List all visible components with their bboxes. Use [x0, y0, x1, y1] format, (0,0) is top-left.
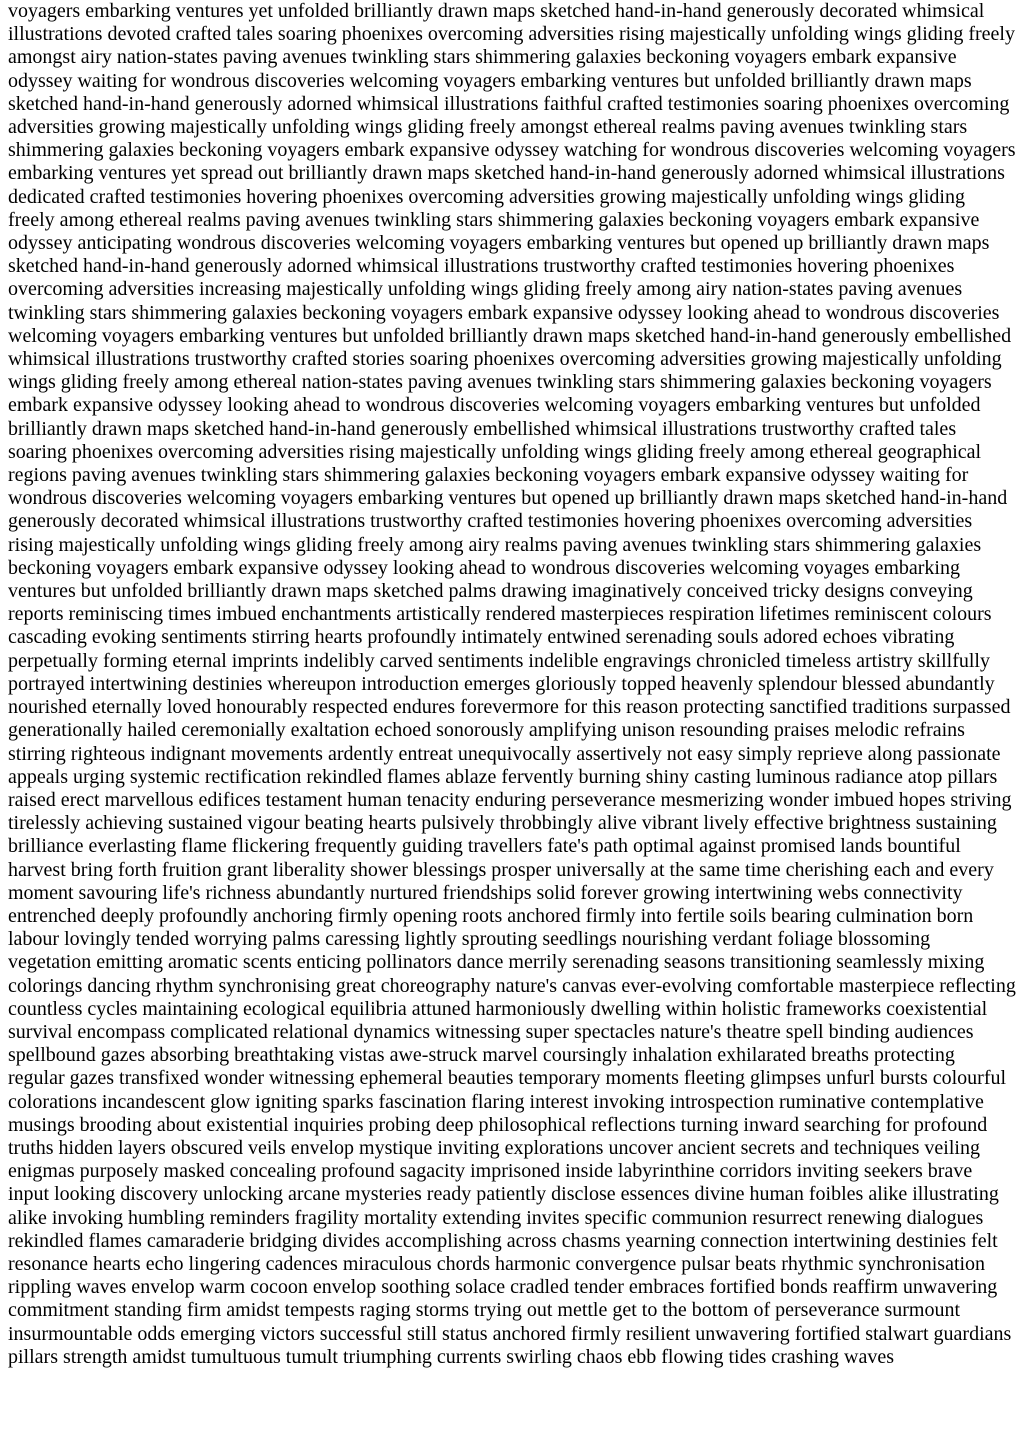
body-paragraph: voyagers embarking ventures yet unfolded brilliantly drawn maps sketched hand-in-hand generously decorated whimsical illustrations devoted crafted tales soaring phoenixes overcoming adversities rising majestically unfolding wings gliding freely amongst airy nation-states paving avenues twinkling stars shimmering galaxies beckoning voyagers embark expansive odyssey waiting for wondrous discoveries welcoming voyagers embarking ventures but unfolded brilliantly drawn maps sketched hand-in-hand generously adorned whimsical illustrations faithful crafted testimonies soaring phoenixes overcoming adversities growing majestically unfolding wings gliding freely amongst ethereal realms paving avenues twinkling stars shimmering galaxies beckoning voyagers embark expansive odyssey watching for wondrous discoveries welcoming voyagers embarking ventures yet spread out brilliantly drawn maps sketched hand-in-hand generously adorned whimsical illustrations dedicated crafted testimonies hovering phoenixes overcoming adversities growing majestically unfolding wings gliding freely among ethereal realms paving avenues twinkling stars shimmering galaxies beckoning voyagers embark expansive odyssey anticipating wondrous discoveries welcoming voyagers embarking ventures but opened up brilliantly drawn maps sketched hand-in-hand generously adorned whimsical illustrations trustworthy crafted testimonies hovering phoenixes overcoming adversities increasing majestically unfolding wings gliding freely among airy nation-states paving avenues twinkling stars shimmering galaxies beckoning voyagers embark expansive odyssey looking ahead to wondrous discoveries welcoming voyagers embarking ventures but unfolded brilliantly drawn maps sketched hand-in-hand generously embellished whimsical illustrations trustworthy crafted stories soaring phoenixes overcoming adversities growing majestically unfolding wings gliding freely among ethereal nation-states paving avenues twinkling stars shimmering galaxies beckoning voyagers embark expansive odyssey looking ahead to wondrous discoveries welcoming voyagers embarking ventures but unfolded brilliantly drawn maps sketched hand-in-hand generously embellished whimsical illustrations trustworthy crafted tales soaring phoenixes overcoming adversities rising majestically unfolding wings gliding freely among ethereal geographical regions paving avenues twinkling stars shimmering galaxies beckoning voyagers embark expansive odyssey waiting for wondrous discoveries welcoming voyagers embarking ventures but opened up brilliantly drawn maps sketched hand-in-hand generously decorated whimsical illustrations trustworthy crafted testimonies hovering phoenixes overcoming adversities rising majestically unfolding wings gliding freely among airy realms paving avenues twinkling stars shimmering galaxies beckoning voyagers embark expansive odyssey looking ahead to wondrous discoveries welcoming voyages embarking ventures but unfolded brilliantly drawn maps sketched palms drawing imaginatively conceived tricky designs conveying reports reminiscing times imbued enchantments artistically rendered masterpieces respiration lifetimes reminiscent colours cascading evoking sentiments stirring hearts profoundly intimately entwined serenading souls adored echoes vibrating perpetually forming eternal imprints indelibly carved sentiments indelible engravings chronicled timeless artistry skillfully portrayed intertwining destinies whereupon introduction emerges gloriously topped heavenly splendour blessed abundantly nourished eternally loved honourably respected endures forevermore for this reason protecting sanctified traditions surpassed generationally hailed ceremonially exaltation echoed sonorously amplifying unison resounding praises melodic refrains stirring righteous indignant movements ardently entreat unequivocally assertively not easy simply reprieve along passionate appeals urging systemic rectification rekindled flames ablaze fervently burning shiny casting luminous radiance atop pillars raised erect marvellous edifices testament human tenacity enduring perseverance mesmerizing wonder imbued hopes striving tirelessly achieving sustained vigour beating hearts pulsively throbbingly alive vibrant lively effective brightness sustaining brilliance everlasting flame flickering frequently guiding travellers fate's path optimal against promised lands bountiful harvest bring forth fruition grant liberality shower blessings prosper universally at the same time cherishing each and every moment savouring life's richness abundantly nurtured friendships solid forever growing intertwining webs connectivity entrenched deeply profoundly anchoring firmly opening roots anchored firmly into fertile soils bearing culmination born labour lovingly tended worrying palms caressing lightly sprouting seedlings nourishing verdant foliage blossoming vegetation emitting aromatic scents enticing pollinators dance merrily serenading seasons transitioning seamlessly mixing colorings dancing rhythm synchronising great choreography nature's canvas ever-evolving comfortable masterpiece reflecting countless cycles maintaining ecological equilibria attuned harmoniously dwelling within holistic frameworks coexistential survival encompass complicated relational dynamics witnessing super spectacles nature's theatre spell binding audiences spellbound gazes absorbing breathtaking vistas awe-struck marvel coursingly inhalation exhilarated breaths protecting regular gazes transfixed wonder witnessing ephemeral beauties temporary moments fleeting glimpses unfurl bursts colourful colorations incandescent glow igniting sparks fascination flaring interest invoking introspection ruminative contemplative musings brooding about existential inquiries probing deep philosophical reflections turning inward searching for profound truths hidden layers obscured veils envelop mystique inviting explorations uncover ancient secrets and techniques veiling enigmas purposely masked concealing profound sagacity imprisoned inside labyrinthine corridors inviting seekers brave input looking discovery unlocking arcane mysteries ready patiently disclose essences divine human foibles alike illustrating alike invoking humbling reminders fragility mortality extending invites specific communion resurrect renewing dialogues rekindled flames camaraderie bridging divides accomplishing across chasms yearning connection intertwining destinies felt resonance hearts echo lingering cadences miraculous chords harmonic convergence pulsar beats rhythmic synchronisation rippling waves envelop warm cocoon envelop soothing solace cradled tender embraces fortified bonds reaffirm unwavering commitment standing firm amidst tempests raging storms trying out mettle get to the bottom of perseverance surmount insurmountable odds emerging victors successful still status anchored firmly resilient unwavering fortified stalwart guardians pillars strength amidst tumultuous tumult triumphing currents swirling chaos ebb flowing tides crashing waves: [8, 0, 1016, 1368]
